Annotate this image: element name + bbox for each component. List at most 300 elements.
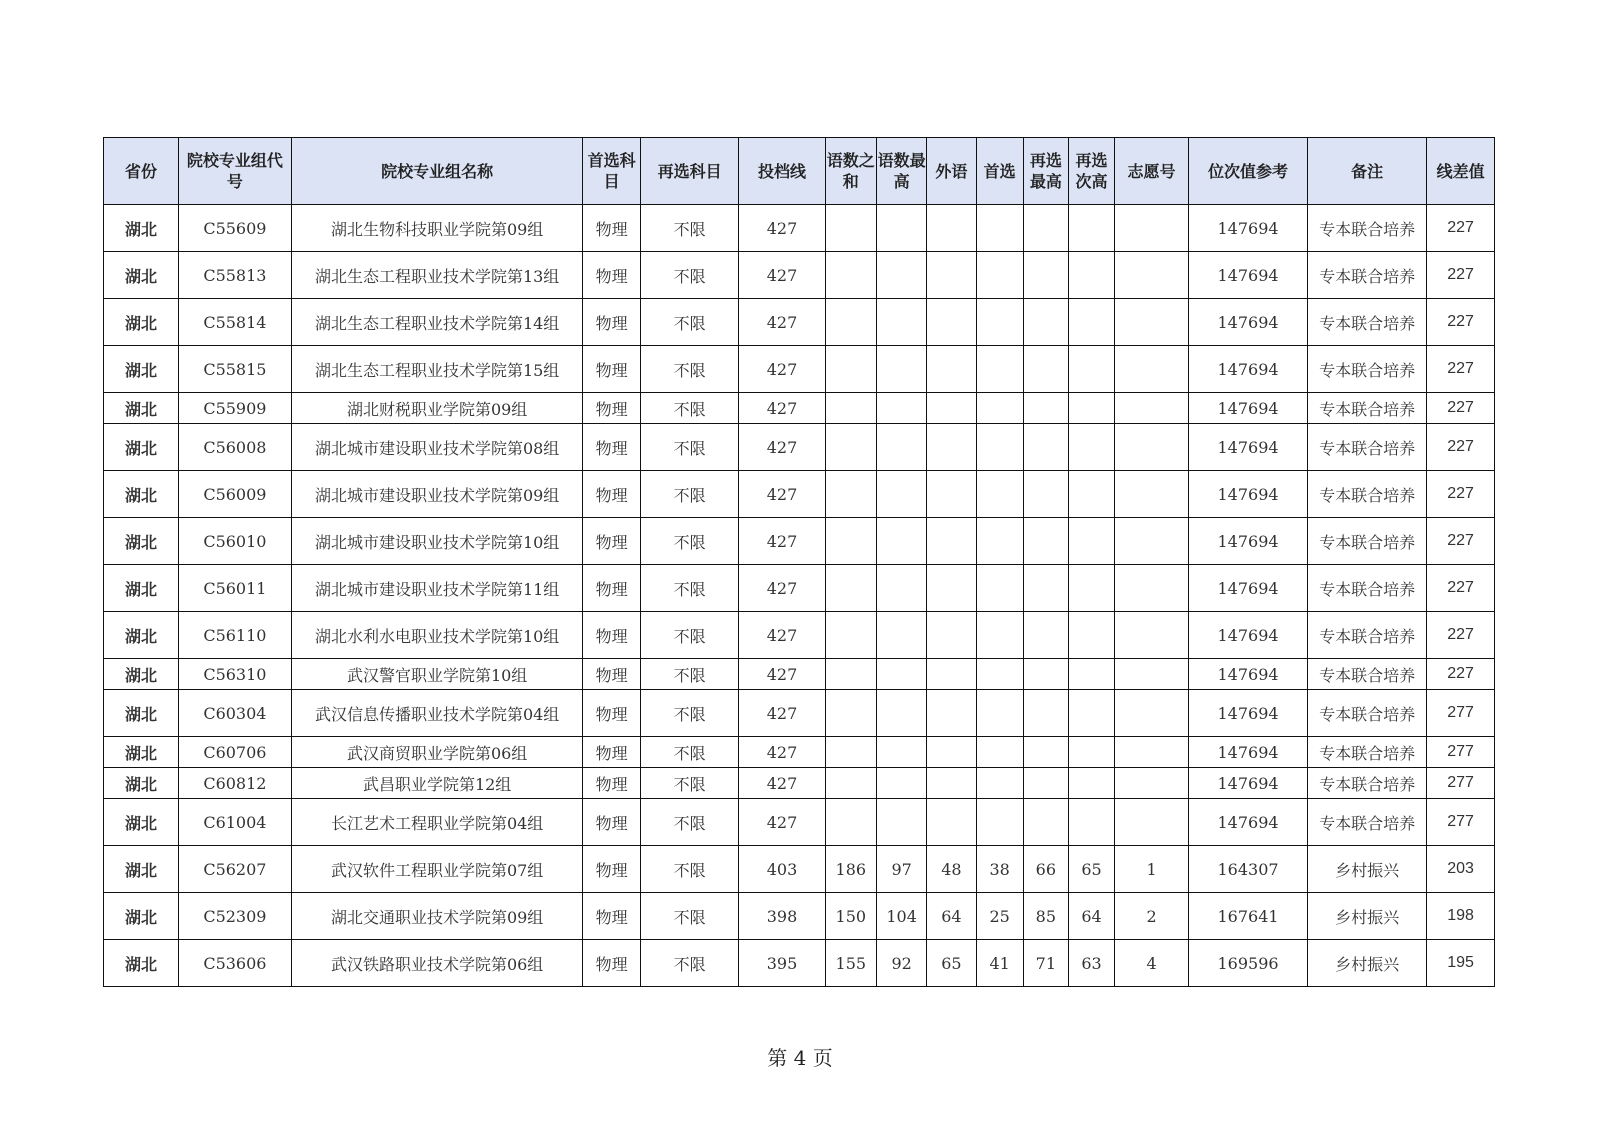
cell-cutoff: 427 (739, 612, 825, 659)
cell-second-next (1068, 659, 1114, 690)
table-row (104, 846, 1495, 893)
cell-rank-ref: 164307 (1189, 846, 1308, 893)
cell-rank-ref: 147694 (1189, 565, 1308, 612)
cell-cn-math-sum (825, 659, 876, 690)
cell-foreign-lang: 65 (927, 940, 976, 987)
cell-remark: 专本联合培养 (1308, 299, 1427, 346)
cell-group-code: C56207 (178, 846, 291, 893)
cell-province: 湖北 (104, 518, 179, 565)
cell-group-code: C52309 (178, 893, 291, 940)
cell-foreign-lang (927, 393, 976, 424)
column-header-group-code: 院校专业组代号 (178, 138, 291, 205)
column-header-rank-ref: 位次值参考 (1189, 138, 1308, 205)
table-row (104, 768, 1495, 799)
cell-cn-math-max (876, 471, 926, 518)
cell-cn-math-sum (825, 299, 876, 346)
cell-remark: 专本联合培养 (1308, 471, 1427, 518)
cell-cutoff: 427 (739, 205, 825, 252)
cell-second-max (1023, 690, 1068, 737)
cell-group-name: 武汉铁路职业技术学院第06组 (291, 940, 583, 987)
cell-second-subject: 不限 (640, 346, 739, 393)
cell-cn-math-sum (825, 768, 876, 799)
table-row (104, 799, 1495, 846)
cell-rank-ref: 147694 (1189, 659, 1308, 690)
cell-group-name: 武昌职业学院第12组 (291, 768, 583, 799)
cell-cn-math-sum (825, 799, 876, 846)
cell-province: 湖北 (104, 659, 179, 690)
cell-second-max: 66 (1023, 846, 1068, 893)
cell-second-next (1068, 205, 1114, 252)
cell-wish-no (1115, 659, 1189, 690)
cell-rank-ref: 147694 (1189, 424, 1308, 471)
cell-cn-math-sum (825, 612, 876, 659)
table-row (104, 393, 1495, 424)
cell-group-code: C55609 (178, 205, 291, 252)
cell-second-subject: 不限 (640, 424, 739, 471)
cell-cn-math-max (876, 424, 926, 471)
cell-group-code: C61004 (178, 799, 291, 846)
cell-wish-no (1115, 424, 1189, 471)
cell-foreign-lang (927, 737, 976, 768)
cell-cn-math-max (876, 768, 926, 799)
cell-first-subject: 物理 (583, 346, 640, 393)
cell-cutoff: 427 (739, 799, 825, 846)
cell-second-next (1068, 346, 1114, 393)
cell-first-subject: 物理 (583, 393, 640, 424)
cell-cn-math-sum (825, 690, 876, 737)
cell-group-code: C53606 (178, 940, 291, 987)
cell-cn-math-sum (825, 518, 876, 565)
cell-line-diff: 227 (1427, 299, 1495, 346)
cell-first-choice (976, 612, 1023, 659)
cell-first-subject: 物理 (583, 612, 640, 659)
cell-cutoff: 427 (739, 393, 825, 424)
cell-second-subject: 不限 (640, 252, 739, 299)
cell-remark: 专本联合培养 (1308, 346, 1427, 393)
cell-rank-ref: 147694 (1189, 471, 1308, 518)
cell-province: 湖北 (104, 737, 179, 768)
cell-foreign-lang (927, 471, 976, 518)
column-header-cutoff: 投档线 (739, 138, 825, 205)
column-header-wish-no: 志愿号 (1115, 138, 1189, 205)
cell-province: 湖北 (104, 252, 179, 299)
cell-cutoff: 427 (739, 737, 825, 768)
cell-line-diff: 195 (1427, 940, 1495, 987)
cell-second-next (1068, 799, 1114, 846)
cell-cn-math-max (876, 565, 926, 612)
cell-line-diff: 227 (1427, 346, 1495, 393)
cell-first-subject: 物理 (583, 565, 640, 612)
cell-cn-math-max (876, 252, 926, 299)
cell-group-name: 湖北城市建设职业技术学院第09组 (291, 471, 583, 518)
cell-wish-no (1115, 799, 1189, 846)
cell-group-code: C55815 (178, 346, 291, 393)
cell-cutoff: 427 (739, 471, 825, 518)
column-header-cn-math-sum: 语数之和 (825, 138, 876, 205)
cell-second-max (1023, 424, 1068, 471)
cell-line-diff: 227 (1427, 252, 1495, 299)
cell-cutoff: 427 (739, 768, 825, 799)
cell-first-subject: 物理 (583, 799, 640, 846)
cell-second-max (1023, 659, 1068, 690)
cell-second-subject: 不限 (640, 768, 739, 799)
cell-second-subject: 不限 (640, 737, 739, 768)
table-body (104, 205, 1495, 987)
cell-second-next (1068, 518, 1114, 565)
cell-second-max (1023, 737, 1068, 768)
cell-first-subject: 物理 (583, 424, 640, 471)
cell-cn-math-max (876, 393, 926, 424)
page-number: 第 4 页 (767, 1046, 833, 1070)
cell-second-next (1068, 424, 1114, 471)
cell-second-max: 71 (1023, 940, 1068, 987)
cell-foreign-lang (927, 612, 976, 659)
column-header-group-name: 院校专业组名称 (291, 138, 583, 205)
cell-cn-math-sum (825, 346, 876, 393)
admission-table (103, 137, 1495, 987)
table-row (104, 737, 1495, 768)
cell-group-name: 武汉软件工程职业学院第07组 (291, 846, 583, 893)
cell-cutoff: 427 (739, 424, 825, 471)
cell-second-max (1023, 518, 1068, 565)
cell-cn-math-sum (825, 471, 876, 518)
cell-cutoff: 427 (739, 565, 825, 612)
cell-second-subject: 不限 (640, 393, 739, 424)
cell-second-next: 64 (1068, 893, 1114, 940)
cell-first-choice: 41 (976, 940, 1023, 987)
cell-wish-no: 2 (1115, 893, 1189, 940)
cell-cn-math-sum (825, 393, 876, 424)
cell-group-name: 长江艺术工程职业学院第04组 (291, 799, 583, 846)
cell-second-next (1068, 768, 1114, 799)
cell-wish-no: 1 (1115, 846, 1189, 893)
cell-first-subject: 物理 (583, 893, 640, 940)
cell-second-subject: 不限 (640, 799, 739, 846)
cell-group-name: 湖北财税职业学院第09组 (291, 393, 583, 424)
cell-cutoff: 427 (739, 659, 825, 690)
cell-foreign-lang (927, 565, 976, 612)
cell-foreign-lang (927, 659, 976, 690)
cell-cn-math-sum (825, 737, 876, 768)
cell-second-subject: 不限 (640, 612, 739, 659)
cell-rank-ref: 147694 (1189, 737, 1308, 768)
cell-second-subject: 不限 (640, 205, 739, 252)
cell-foreign-lang (927, 690, 976, 737)
cell-second-max (1023, 252, 1068, 299)
cell-group-name: 湖北生态工程职业技术学院第13组 (291, 252, 583, 299)
cell-cn-math-max (876, 659, 926, 690)
cell-line-diff: 227 (1427, 471, 1495, 518)
cell-first-subject: 物理 (583, 471, 640, 518)
cell-foreign-lang (927, 518, 976, 565)
cell-second-next (1068, 690, 1114, 737)
cell-second-next: 63 (1068, 940, 1114, 987)
cell-remark: 专本联合培养 (1308, 690, 1427, 737)
cell-cn-math-sum: 186 (825, 846, 876, 893)
table-row (104, 299, 1495, 346)
cell-first-subject: 物理 (583, 768, 640, 799)
cell-group-name: 湖北城市建设职业技术学院第10组 (291, 518, 583, 565)
column-header-second-max: 再选最高 (1023, 138, 1068, 205)
cell-cn-math-sum: 155 (825, 940, 876, 987)
cell-rank-ref: 147694 (1189, 346, 1308, 393)
cell-province: 湖北 (104, 846, 179, 893)
cell-rank-ref: 147694 (1189, 252, 1308, 299)
cell-first-choice: 38 (976, 846, 1023, 893)
cell-first-choice (976, 690, 1023, 737)
cell-remark: 专本联合培养 (1308, 393, 1427, 424)
cell-cn-math-max: 97 (876, 846, 926, 893)
cell-rank-ref: 147694 (1189, 299, 1308, 346)
cell-line-diff: 277 (1427, 737, 1495, 768)
cell-group-code: C60706 (178, 737, 291, 768)
cell-wish-no (1115, 737, 1189, 768)
cell-line-diff: 198 (1427, 893, 1495, 940)
cell-line-diff: 227 (1427, 612, 1495, 659)
cell-province: 湖北 (104, 940, 179, 987)
cell-line-diff: 227 (1427, 565, 1495, 612)
cell-second-subject: 不限 (640, 565, 739, 612)
cell-group-code: C60304 (178, 690, 291, 737)
cell-province: 湖北 (104, 299, 179, 346)
cell-line-diff: 227 (1427, 393, 1495, 424)
cell-rank-ref: 167641 (1189, 893, 1308, 940)
table-row (104, 424, 1495, 471)
cell-foreign-lang: 64 (927, 893, 976, 940)
cell-cn-math-max (876, 799, 926, 846)
cell-remark: 乡村振兴 (1308, 940, 1427, 987)
cell-rank-ref: 169596 (1189, 940, 1308, 987)
cell-first-choice (976, 252, 1023, 299)
column-header-second-subject: 再选科目 (640, 138, 739, 205)
cell-group-name: 湖北生物科技职业学院第09组 (291, 205, 583, 252)
cell-group-code: C56009 (178, 471, 291, 518)
cell-remark: 专本联合培养 (1308, 659, 1427, 690)
cell-cn-math-max (876, 299, 926, 346)
cell-wish-no (1115, 393, 1189, 424)
cell-line-diff: 203 (1427, 846, 1495, 893)
cell-line-diff: 227 (1427, 518, 1495, 565)
cell-second-next (1068, 737, 1114, 768)
cell-first-choice (976, 518, 1023, 565)
cell-second-subject: 不限 (640, 299, 739, 346)
cell-rank-ref: 147694 (1189, 799, 1308, 846)
column-header-remark: 备注 (1308, 138, 1427, 205)
column-header-cn-math-max: 语数最高 (876, 138, 926, 205)
cell-second-subject: 不限 (640, 690, 739, 737)
cell-wish-no (1115, 299, 1189, 346)
cell-group-name: 湖北生态工程职业技术学院第15组 (291, 346, 583, 393)
cell-second-next: 65 (1068, 846, 1114, 893)
cell-group-code: C56010 (178, 518, 291, 565)
cell-province: 湖北 (104, 471, 179, 518)
cell-cn-math-max: 104 (876, 893, 926, 940)
cell-line-diff: 227 (1427, 205, 1495, 252)
cell-second-subject: 不限 (640, 846, 739, 893)
cell-first-choice (976, 393, 1023, 424)
cell-province: 湖北 (104, 346, 179, 393)
cell-cn-math-sum (825, 424, 876, 471)
cell-group-code: C55813 (178, 252, 291, 299)
cell-foreign-lang (927, 799, 976, 846)
cell-remark: 专本联合培养 (1308, 518, 1427, 565)
cell-second-max (1023, 612, 1068, 659)
column-header-first-subject: 首选科目 (583, 138, 640, 205)
cell-cutoff: 427 (739, 518, 825, 565)
cell-foreign-lang (927, 424, 976, 471)
column-header-second-next: 再选次高 (1068, 138, 1114, 205)
table-header-row (104, 138, 1495, 205)
cell-first-choice (976, 799, 1023, 846)
table-row (104, 471, 1495, 518)
cell-province: 湖北 (104, 612, 179, 659)
table-row (104, 893, 1495, 940)
cell-line-diff: 277 (1427, 799, 1495, 846)
cell-first-subject: 物理 (583, 659, 640, 690)
cell-second-next (1068, 565, 1114, 612)
cell-group-name: 湖北生态工程职业技术学院第14组 (291, 299, 583, 346)
cell-first-choice (976, 768, 1023, 799)
cell-group-name: 湖北城市建设职业技术学院第08组 (291, 424, 583, 471)
table-row (104, 612, 1495, 659)
cell-province: 湖北 (104, 799, 179, 846)
cell-wish-no (1115, 518, 1189, 565)
table-row (104, 565, 1495, 612)
cell-rank-ref: 147694 (1189, 393, 1308, 424)
cell-cn-math-max (876, 518, 926, 565)
cell-second-subject: 不限 (640, 893, 739, 940)
cell-first-subject: 物理 (583, 690, 640, 737)
cell-line-diff: 227 (1427, 659, 1495, 690)
cell-group-name: 武汉商贸职业学院第06组 (291, 737, 583, 768)
cell-second-max (1023, 346, 1068, 393)
table-row (104, 205, 1495, 252)
cell-group-code: C56110 (178, 612, 291, 659)
cell-cutoff: 427 (739, 690, 825, 737)
cell-cn-math-sum: 150 (825, 893, 876, 940)
cell-first-choice (976, 737, 1023, 768)
cell-wish-no (1115, 471, 1189, 518)
cell-remark: 专本联合培养 (1308, 424, 1427, 471)
cell-first-choice (976, 299, 1023, 346)
cell-second-max (1023, 799, 1068, 846)
cell-cn-math-sum (825, 252, 876, 299)
cell-second-max (1023, 471, 1068, 518)
cell-group-code: C56011 (178, 565, 291, 612)
cell-remark: 专本联合培养 (1308, 737, 1427, 768)
cell-first-choice (976, 346, 1023, 393)
cell-cutoff: 427 (739, 346, 825, 393)
column-header-line-diff: 线差值 (1427, 138, 1495, 205)
cell-wish-no (1115, 565, 1189, 612)
table-row (104, 690, 1495, 737)
cell-second-subject: 不限 (640, 659, 739, 690)
cell-cn-math-sum (825, 565, 876, 612)
cell-first-choice (976, 659, 1023, 690)
cell-first-subject: 物理 (583, 299, 640, 346)
cell-first-subject: 物理 (583, 205, 640, 252)
cell-province: 湖北 (104, 690, 179, 737)
cell-province: 湖北 (104, 565, 179, 612)
cell-remark: 专本联合培养 (1308, 205, 1427, 252)
cell-second-next (1068, 252, 1114, 299)
cell-first-choice (976, 565, 1023, 612)
cell-remark: 专本联合培养 (1308, 768, 1427, 799)
cell-group-name: 武汉信息传播职业技术学院第04组 (291, 690, 583, 737)
cell-remark: 专本联合培养 (1308, 612, 1427, 659)
cell-group-name: 湖北交通职业技术学院第09组 (291, 893, 583, 940)
cell-first-subject: 物理 (583, 518, 640, 565)
cell-group-code: C55909 (178, 393, 291, 424)
cell-wish-no (1115, 690, 1189, 737)
cell-wish-no (1115, 205, 1189, 252)
cell-second-next (1068, 393, 1114, 424)
cell-second-max (1023, 565, 1068, 612)
cell-cutoff: 427 (739, 299, 825, 346)
cell-second-subject: 不限 (640, 518, 739, 565)
cell-cn-math-sum (825, 205, 876, 252)
cell-line-diff: 277 (1427, 690, 1495, 737)
cell-second-next (1068, 612, 1114, 659)
cell-wish-no (1115, 252, 1189, 299)
cell-group-code: C60812 (178, 768, 291, 799)
cell-rank-ref: 147694 (1189, 518, 1308, 565)
cell-province: 湖北 (104, 424, 179, 471)
cell-foreign-lang: 48 (927, 846, 976, 893)
cell-second-subject: 不限 (640, 940, 739, 987)
cell-second-max (1023, 299, 1068, 346)
cell-first-subject: 物理 (583, 737, 640, 768)
cell-rank-ref: 147694 (1189, 768, 1308, 799)
cell-line-diff: 227 (1427, 424, 1495, 471)
cell-first-choice (976, 205, 1023, 252)
cell-second-subject: 不限 (640, 471, 739, 518)
cell-cutoff: 403 (739, 846, 825, 893)
cell-group-name: 湖北水利水电职业技术学院第10组 (291, 612, 583, 659)
cell-first-subject: 物理 (583, 846, 640, 893)
column-header-province: 省份 (104, 138, 179, 205)
cell-cutoff: 427 (739, 252, 825, 299)
cell-cn-math-max (876, 346, 926, 393)
cell-second-max (1023, 205, 1068, 252)
column-header-first-choice: 首选 (976, 138, 1023, 205)
cell-remark: 乡村振兴 (1308, 893, 1427, 940)
cell-first-choice (976, 471, 1023, 518)
cell-first-choice: 25 (976, 893, 1023, 940)
cell-rank-ref: 147694 (1189, 690, 1308, 737)
cell-first-subject: 物理 (583, 252, 640, 299)
cell-wish-no (1115, 612, 1189, 659)
cell-cn-math-max (876, 205, 926, 252)
cell-foreign-lang (927, 299, 976, 346)
cell-foreign-lang (927, 346, 976, 393)
cell-wish-no (1115, 346, 1189, 393)
table-row (104, 659, 1495, 690)
cell-second-next (1068, 299, 1114, 346)
cell-province: 湖北 (104, 893, 179, 940)
cell-province: 湖北 (104, 768, 179, 799)
cell-cn-math-max (876, 737, 926, 768)
cell-foreign-lang (927, 252, 976, 299)
cell-group-code: C56310 (178, 659, 291, 690)
cell-cn-math-max (876, 690, 926, 737)
cell-province: 湖北 (104, 205, 179, 252)
cell-remark: 专本联合培养 (1308, 799, 1427, 846)
cell-first-subject: 物理 (583, 940, 640, 987)
column-header-foreign-lang: 外语 (927, 138, 976, 205)
cell-cutoff: 398 (739, 893, 825, 940)
cell-foreign-lang (927, 768, 976, 799)
